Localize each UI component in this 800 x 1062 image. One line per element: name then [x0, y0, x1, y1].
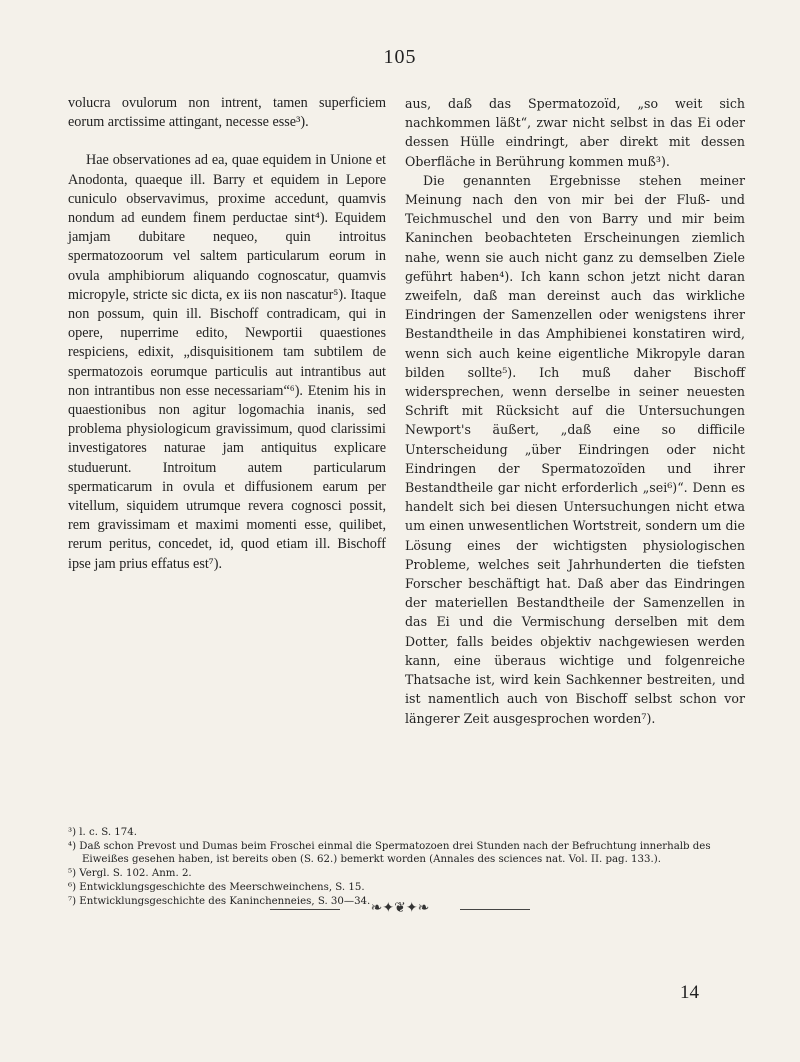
footnotes — [68, 826, 748, 909]
german-paragraph-1: aus, daß das Spermatozoïd, „so weit sich nachkommen läßt“, zwar nicht selbst in das Ei oder dessen Hülle eindringt, aber direkt mit dessen Oberfläche in Berührung kommen muß³). — [405, 96, 745, 169]
german-paragraph-2: Die genannten Ergebnisse stehen meiner Meinung nach den von mir bei der Fluß- und Teichmuschel und den von Barry und mir beim Kaninchen beobachteten Erscheinungen ziemlich nahe, wenn sie auch nicht ganz zu demselben Ziele geführt haben⁴). Ich kann schon jetzt nicht daran zweifeln, daß man dereinst auch das wirkliche Eindringen der Samenzellen oder wenigstens ihrer Bestandtheile in das Amphibienei konstatiren wird, wenn sich auch keine eigentliche Mikropyle daran bilden sollte⁵). Ich muß daher Bischoff widersprechen, wenn derselbe in seiner neuesten Schrift mit Rücksicht auf die Untersuchungen Newport's äußert, „daß eine so difficile Unterscheidung „über Eindringen oder nicht Eindringen der Spermatozoïden und ihrer Bestandtheile gar nicht erforderlich „sei⁶)“. Denn es handelt sich bei diesen Untersuchungen nicht etwa um einen unwesentlichen Wortstreit, sondern um die Lösung eines der wichtigsten physiologischen Probleme, welches seit Jahrhunderten die tiefsten Forscher beschäftigt hat. Daß aber das Eindringen der materiellen Bestandtheile der Samenzellen in das Ei und die Vermischung derselben mit dem Dotter, falls beides objektiv nachgewiesen werden kann, eine überaus wichtige und folgenreiche Thatsache ist, wird kein Sachkenner bestreiten, und ist namentlich auch von Bischoff selbst schon vor längerer Zeit ausgesprochen worden⁷). — [405, 172, 745, 726]
german-column — [405, 94, 745, 728]
signature-mark: 14 — [680, 982, 699, 1003]
page-number: 105 — [383, 46, 417, 68]
latin-column — [68, 94, 386, 574]
footnote-6: ⁶) Entwicklungsgeschichte des Meerschweinchens, S. 15. — [68, 882, 365, 893]
latin-paragraph-2: Hae observationes ad ea, quae equidem in Unione et Anodonta, quaeque ill. Barry et equidem in Lepore cuniculo observavimus, proxime accedunt, quamvis nondum ad eundem finem perductae sint⁴). Equidem jamjam dubitare nequeo, quin introitus spermatozoorum vel saltem particularum eorum in ovula amphibiorum aliquando cognoscatur, quamvis micropyle, stricte sic dicta, ex iis non nascatur⁵). Itaque non possum, quin ill. Bischoff contradicam, qui in opere, nuperrime edito, Newportii quaestiones respiciens, edixit, „disquisitionem tam subtilem de spermatozois eorumque particulis aut intrantibus aut non intrantibus non esse necessariam“⁶). Etenim his in quaestionibus non agitur logomachia inanis, sed problema physiologicum gravissimum, quod clarissimi investigatores naturae jam antiquitus explicare studuerunt. Introitum autem particularum spermaticarum in ovula et diffusionem earum per vitellum, siquidem utrumque revera cognosci possit, rem gravissimam et maximi momenti esse, quilibet, rerum peritus, concedet, id, quod etiam ill. Bischoff ipse jam prius effatus est⁷). — [68, 152, 386, 572]
footnote-3: ³) l. c. S. 174. — [68, 827, 137, 838]
footnote-5: ⁵) Vergl. S. 102. Anm. 2. — [68, 868, 192, 879]
footnote-4: ⁴) Daß schon Prevost und Dumas beim Froschei einmal die Spermatozoen drei Stunden nach der Befruchtung innerhalb des Eiweißes gesehen haben, ist bereits oben (S. 62.) bemerkt worden (Annales des sciences nat. Vol. II. pag. 133.). — [68, 841, 711, 865]
footnote-7: ⁷) Entwicklungsgeschichte des Kaninchenneies, S. 30—34. — [68, 896, 371, 907]
ornament-divider: ❧✦❦✦❧ — [270, 900, 530, 917]
latin-paragraph-1: volucra ovulorum non intrent, tamen superficiem eorum arctissime attingant, necesse esse³). — [68, 95, 386, 131]
